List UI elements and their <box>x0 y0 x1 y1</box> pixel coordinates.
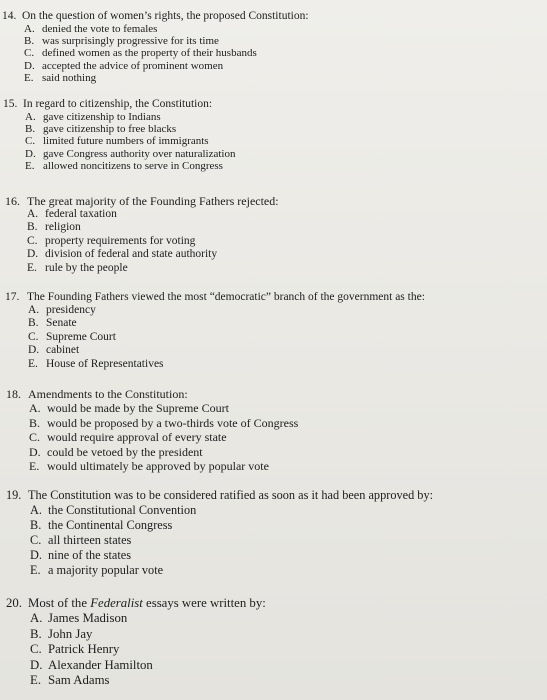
answer-choices <box>25 111 543 172</box>
choice-letter: D. <box>28 344 40 357</box>
question-text: Amendments to the Constitution: <box>28 387 188 401</box>
choice-text: Senate <box>46 317 77 330</box>
question-17 <box>5 290 545 371</box>
question-text: On the question of women’s rights, the proposed Constitution: <box>22 10 309 22</box>
choice-text: James Madison <box>48 611 128 625</box>
question-text-before: Most of the <box>28 596 88 610</box>
answer-choice-b <box>27 221 545 234</box>
choice-text: the Continental Congress <box>48 518 173 532</box>
choice-letter: A. <box>25 111 36 123</box>
choice-letter: E. <box>27 261 37 274</box>
choice-letter: E. <box>28 357 38 370</box>
answer-choice-a <box>27 208 545 221</box>
choice-text: accepted the advice of prominent women <box>42 59 224 72</box>
question-prompt <box>5 194 545 208</box>
choice-letter: C. <box>30 533 42 547</box>
choice-text: federal taxation <box>45 208 117 220</box>
question-19 <box>6 488 546 578</box>
choice-letter: D. <box>30 548 42 562</box>
choice-letter: B. <box>29 415 41 430</box>
question-text: The great majority of the Founding Fathers rejected: <box>27 194 279 208</box>
question-number: 16. <box>5 194 20 208</box>
question-14 <box>2 10 542 84</box>
choice-letter: D. <box>29 444 41 459</box>
choice-text: Alexander Hamilton <box>48 657 153 672</box>
question-18 <box>6 387 546 474</box>
choice-text: would be made by the Supreme Court <box>47 401 229 415</box>
choice-text: presidency <box>46 304 96 316</box>
choice-letter: D. <box>24 59 35 72</box>
choice-letter: C. <box>30 642 42 657</box>
answer-choice-a <box>24 23 542 35</box>
answer-choice-c <box>24 47 542 59</box>
choice-text: House of Representatives <box>46 357 164 370</box>
choice-text: gave citizenship to Indians <box>43 111 161 123</box>
answer-choice-c <box>30 533 546 548</box>
question-number: 14. <box>2 10 17 22</box>
question-text: In regard to citizenship, the Constitution: <box>23 98 213 110</box>
question-number: 17. <box>5 291 20 303</box>
question-text: The Founding Fathers viewed the most “democratic” branch of the government as the: <box>27 291 425 303</box>
choice-letter: E. <box>30 563 41 577</box>
choice-text: gave citizenship to free blacks <box>43 123 177 136</box>
answer-choice-a <box>30 503 546 518</box>
question-number: 20. <box>6 596 22 610</box>
question-text-after: essays were written by: <box>146 596 266 610</box>
choice-text: religion <box>45 221 81 234</box>
choice-text: limited future numbers of immigrants <box>43 135 209 148</box>
choice-letter: A. <box>28 304 40 316</box>
choice-letter: C. <box>27 234 38 247</box>
choice-letter: A. <box>30 503 42 517</box>
answer-choice-a <box>29 401 546 416</box>
choice-letter: E. <box>25 159 35 172</box>
choice-letter: A. <box>27 208 39 220</box>
choice-letter: E. <box>30 673 42 688</box>
choice-letter: D. <box>25 147 36 160</box>
choice-text: the Constitutional Convention <box>48 503 197 517</box>
choice-letter: B. <box>27 221 38 234</box>
choice-letter: A. <box>29 401 41 415</box>
question-number: 15. <box>3 98 18 110</box>
choice-text: all thirteen states <box>48 533 132 547</box>
answer-choice-c <box>28 331 545 344</box>
choice-text: Sam Adams <box>48 673 110 688</box>
choice-text: nine of the states <box>48 548 131 562</box>
answer-choice-d <box>27 248 545 261</box>
answer-choice-e <box>27 262 545 275</box>
answer-choices <box>27 208 545 275</box>
question-prompt <box>6 596 546 611</box>
choice-text: Supreme Court <box>46 330 116 343</box>
answer-choice-e <box>25 160 543 172</box>
answer-choice-a <box>30 611 546 627</box>
question-prompt <box>6 387 546 401</box>
answer-choice-c <box>25 135 543 147</box>
choice-text: John Jay <box>48 626 93 641</box>
choice-text: Patrick Henry <box>48 642 120 657</box>
answer-choice-d <box>24 60 542 72</box>
answer-choice-a <box>28 304 545 317</box>
question-number: 19. <box>6 488 22 502</box>
answer-choice-b <box>29 416 546 431</box>
choice-letter: E. <box>24 71 34 84</box>
question-text-italic: Federalist <box>90 596 143 610</box>
answer-choice-d <box>30 548 546 563</box>
choice-text: division of federal and state authority <box>45 248 218 261</box>
question-20 <box>6 596 546 689</box>
answer-choice-e <box>24 72 542 84</box>
answer-choice-b <box>25 123 543 135</box>
answer-choice-b <box>30 518 546 533</box>
question-16 <box>5 194 545 275</box>
answer-choice-d <box>28 344 545 357</box>
choice-text: would be proposed by a two-thirds vote of Congress <box>47 415 299 430</box>
answer-choice-d <box>29 445 546 460</box>
choice-text: said nothing <box>42 71 97 84</box>
choice-letter: A. <box>24 23 35 35</box>
choice-text: was surprisingly progressive for its time <box>42 35 219 48</box>
answer-choice-c <box>29 430 546 445</box>
choice-text: cabinet <box>46 344 80 357</box>
answer-choice-b <box>28 317 545 330</box>
choice-text: allowed noncitizens to serve in Congress <box>43 159 223 172</box>
answer-choice-e <box>30 563 546 578</box>
choice-text: defined women as the property of their husbands <box>42 47 257 60</box>
answer-choice-b <box>30 627 546 643</box>
answer-choice-c <box>27 235 545 248</box>
question-15 <box>3 98 543 172</box>
choice-letter: B. <box>24 35 35 48</box>
choice-text: gave Congress authority over naturalization <box>43 147 236 160</box>
question-text <box>28 596 266 611</box>
choice-letter: C. <box>28 330 39 343</box>
choice-letter: B. <box>25 123 36 136</box>
question-prompt <box>5 290 545 304</box>
answer-choices <box>30 611 546 689</box>
answer-choice-e <box>28 358 545 371</box>
question-number: 18. <box>6 387 21 401</box>
answer-choice-e <box>29 459 546 474</box>
choice-text: rule by the people <box>45 261 128 274</box>
answer-choices <box>30 503 546 578</box>
answer-choice-b <box>24 35 542 47</box>
answer-choice-e <box>30 673 546 689</box>
question-prompt <box>2 10 542 23</box>
choice-letter: E. <box>29 459 40 474</box>
choice-text: property requirements for voting <box>45 234 196 247</box>
choice-letter: B. <box>30 518 42 532</box>
answer-choices <box>28 304 545 371</box>
choice-letter: B. <box>30 626 42 641</box>
choice-letter: C. <box>29 430 41 445</box>
choice-letter: D. <box>30 657 43 672</box>
choice-letter: A. <box>30 611 43 625</box>
choice-text: denied the vote to females <box>42 23 158 35</box>
answer-choices <box>24 23 542 84</box>
question-prompt <box>6 488 546 503</box>
answer-choice-d <box>30 658 546 674</box>
answer-choice-d <box>25 148 543 160</box>
answer-choice-a <box>25 111 543 123</box>
choice-letter: B. <box>28 317 39 330</box>
choice-letter: C. <box>25 135 36 148</box>
answer-choices <box>29 401 546 474</box>
choice-letter: C. <box>24 47 35 60</box>
choice-text: a majority popular vote <box>48 563 164 577</box>
question-text: The Constitution was to be considered ratified as soon as it had been approved by: <box>28 488 434 502</box>
question-prompt <box>3 98 543 111</box>
answer-choice-c <box>30 642 546 658</box>
choice-text: would require approval of every state <box>47 430 227 445</box>
choice-letter: D. <box>27 248 39 261</box>
choice-text: could be vetoed by the president <box>47 444 203 459</box>
choice-text: would ultimately be approved by popular vote <box>47 459 269 474</box>
